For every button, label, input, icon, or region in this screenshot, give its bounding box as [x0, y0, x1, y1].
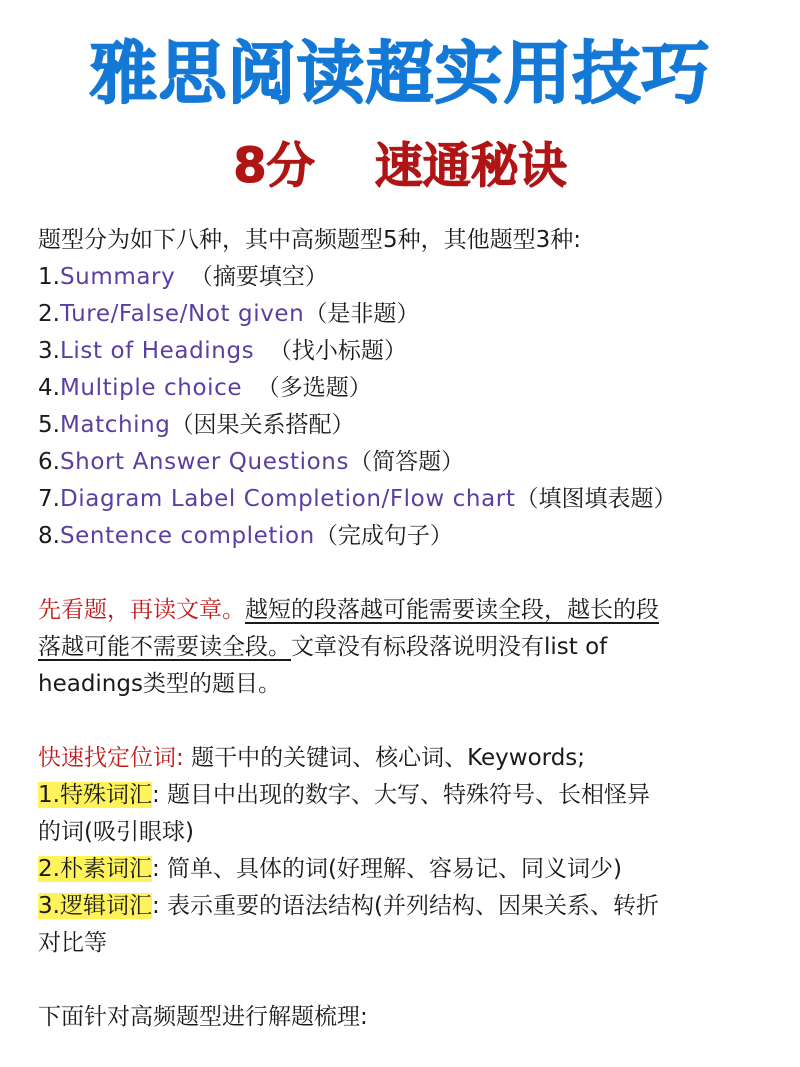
page-subtitle [0, 134, 800, 198]
highlight-label: 1.特殊词汇 [38, 782, 152, 808]
highlight-label: 2.朴素词汇 [38, 856, 152, 882]
type-name-en: Multiple choice [59, 375, 243, 401]
page-title: 雅思阅读超实用技巧 [89, 35, 711, 114]
type-name-cn: （找小标题） [254, 338, 407, 364]
type-name-en: Short Answer Questions [59, 449, 350, 475]
type-name-en: Diagram Label Completion/Flow chart [59, 486, 516, 512]
list-item: 1.Summary （摘要填空） [38, 264, 328, 290]
type-name-cn: （是非题） [304, 301, 420, 327]
underlined-text: 越短的段落越可能需要读全段，越长的段 [245, 597, 659, 623]
list-item: 7.Diagram Label Completion/Flow chart（填图填表题） [38, 486, 677, 512]
type-name-cn: （简答题） [349, 449, 465, 475]
type-name-cn: （填图填表题） [515, 486, 677, 512]
tip-lead: 快速找定位词: [38, 745, 184, 771]
list-item: 2.朴素词汇: 简单、具体的词(好理解、容易记、同义词少) [38, 856, 622, 882]
tip-paragraph [38, 592, 768, 629]
type-name-en: Ture/False/Not given [59, 301, 305, 327]
list-item: 6.Short Answer Questions（简答题） [38, 449, 465, 475]
list-item: 3.List of Headings （找小标题） [38, 338, 407, 364]
type-name-cn: （多选题） [242, 375, 372, 401]
list-item: 3.逻辑词汇: 表示重要的语法结构(并列结构、因果关系、转折 [38, 893, 659, 919]
subtitle-score: 8分 [233, 138, 315, 194]
type-name-en: Matching [59, 412, 171, 438]
type-name-en: Sentence completion [59, 523, 315, 549]
list-item: 1.特殊词汇: 题目中出现的数字、大写、特殊符号、长相怪异 [38, 782, 651, 808]
list-item: 4.Multiple choice （多选题） [38, 375, 372, 401]
list-item: 8.Sentence completion（完成句子） [38, 523, 453, 549]
list-item: 5.Matching（因果关系搭配） [38, 412, 355, 438]
type-name-cn: （完成句子） [314, 523, 453, 549]
highlight-label: 3.逻辑词汇 [38, 893, 152, 919]
type-name-cn: （摘要填空） [175, 264, 328, 290]
article-body: 题型分为如下八种，其中高频题型5种，其他题型3种: 1.Summary （摘要填空） 2.Ture/False/Not given（是非题） 3.List of Headings （找小标题） 4.Multiple choice （多选题） 5.Matching（因果关系搭配） 6.Short Answer Questions（简答题） 7.Diagram Label Completion/Flow chart（填图填表题） 8.Sentence completion（完成句子） 先看题，再读文章。越短的段落越可能需要读全段，越长的段 落越可能不需要读全段。文章没有标段落说明没有list of headings类型的题目。 快速找定位词: 题干中的关键词、核心词、Keywords; 1.特殊词汇: 题目中出现的数字、大写、特殊符号、长相怪异 的词(吸引眼球) 2.朴素词汇: 简单、具体的词(好理解、容易记、同义词少) 3.逻辑词汇: 表示重要的语法结构(并列结构、因果关系、转折 对比等 下面针对高频题型进行解题梳理: [38, 222, 768, 1036]
intro-text: 题型分为如下八种，其中高频题型5种，其他题型3种: [38, 227, 582, 253]
type-name-en: Summary [59, 264, 176, 290]
tip-heading: 快速找定位词: 题干中的关键词、核心词、Keywords; [38, 745, 586, 771]
underlined-text: 落越可能不需要读全段。 [38, 634, 291, 660]
list-item: 2.Ture/False/Not given（是非题） [38, 301, 420, 327]
type-name-cn: （因果关系搭配） [170, 412, 355, 438]
subtitle-phrase: 速通秘诀 [374, 138, 567, 194]
type-name-en: List of Headings [59, 338, 255, 364]
footer-text: 下面针对高频题型进行解题梳理: [38, 1004, 368, 1030]
tip-lead: 先看题，再读文章。 [38, 597, 245, 623]
